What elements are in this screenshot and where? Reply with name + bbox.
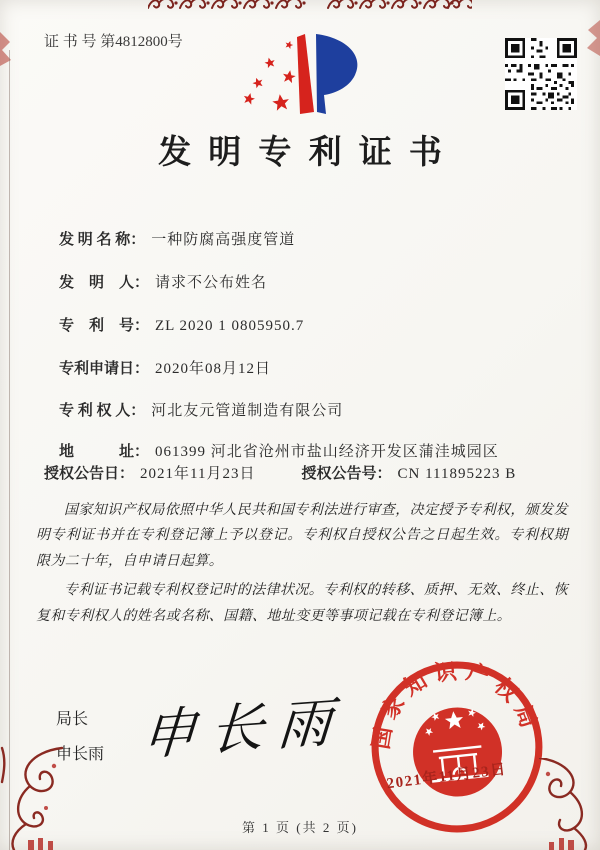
field-value: ZL 2020 1 0805950.7 [155, 318, 305, 334]
field-label: 授权公告日： [44, 466, 135, 482]
field-label: 专利申请日： [59, 361, 150, 377]
field-value: 请求不公布姓名 [155, 275, 268, 291]
field-grant-number [301, 462, 516, 483]
field-label: 专 利 权 人： [59, 403, 146, 419]
field-label: 授权公告号： [301, 466, 392, 482]
field-value: 河北友元管道制造有限公司 [151, 403, 344, 419]
field-grant-date [44, 462, 255, 483]
field-value: 一种防腐高强度管道 [151, 232, 296, 248]
field-value: 2020年08月12日 [155, 361, 272, 377]
certificate-number: 证 书 号 第4812800号 [44, 34, 183, 50]
commissioner-name: 申长雨 [56, 746, 105, 764]
certificate-title: 发明专利证书 [158, 135, 460, 171]
field-label: 专 利 号： [59, 318, 150, 334]
left-edge-ornament-mark [0, 28, 14, 68]
field-value: 061399 河北省沧州市盐山经济开发区蒲洼城园区 [155, 444, 499, 460]
field-value: 2021年11月23日 [140, 466, 256, 482]
seal-date-stamp: 2021年11月23日 [385, 761, 508, 793]
page-indicator: 第 1 页 (共 2 页) [242, 820, 358, 835]
legal-paragraph-1: 国家知识产权局依照中华人民共和国专利法进行审查，决定授予专利权，颁发发明专利证书并在专利登记簿上予以登记。专利权自授权公告之日起生效。专利权期限为二十年，自申请日起算。 [36, 503, 568, 569]
seal-agency-text: 国家知识产权局 [368, 657, 545, 751]
legal-paragraph-2: 专利证书记载专利权登记时的法律状况。专利权的转移、质押、无效、终止、恢复和专利权人的姓名或名称、国籍、地址变更等事项记载在专利登记簿上。 [36, 583, 568, 624]
bottom-right-corner-ornament [534, 758, 600, 850]
qr-code-icon [505, 38, 577, 110]
field-label: 发 明 人： [59, 275, 150, 291]
cnipa-logo-icon [237, 30, 367, 116]
field-value: CN 111895223 B [397, 466, 517, 482]
field-label: 发 明 名 称： [59, 232, 146, 248]
commissioner-title: 局长 [56, 711, 89, 728]
commissioner-autograph: 申长雨 [139, 691, 348, 767]
right-edge-ornament-mark [584, 18, 600, 58]
field-label: 地 址： [59, 444, 150, 460]
top-ornament-border [148, 0, 472, 12]
legal-body-text [36, 498, 568, 633]
field-grant-row [44, 462, 516, 483]
